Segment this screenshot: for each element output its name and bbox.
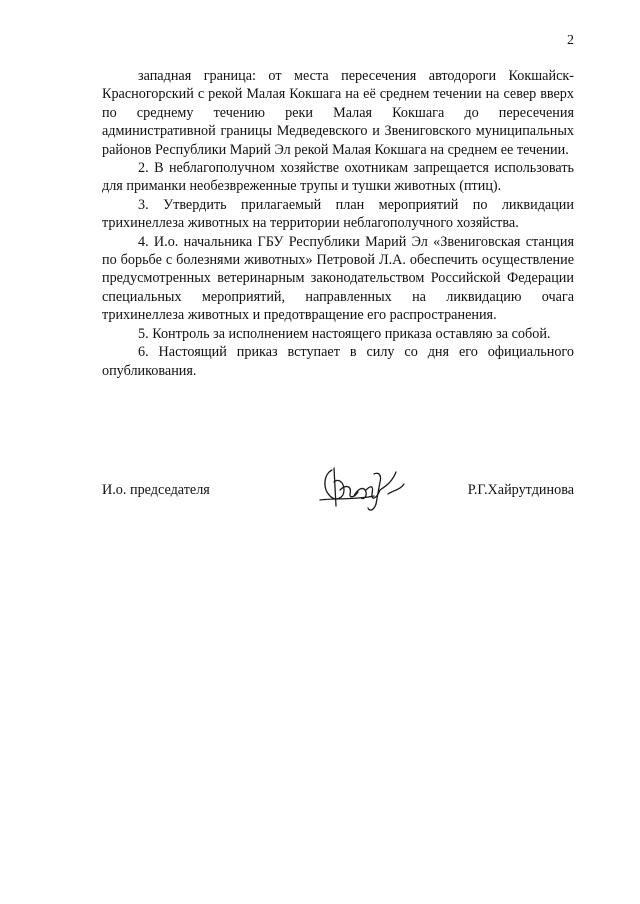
paragraph-item-6: 6. Настоящий приказ вступает в силу со дня его официального опубликования.: [102, 344, 574, 379]
paragraph-item-4: 4. И.о. начальника ГБУ Республики Марий Эл «Звениговская станция по борьбе с болезнями животных» Петровой Л.А. обеспечить осуществление предусмотренных ветеринарным законодательством Российской Федерации специальных мероприятий, направленных на ликвидацию очага трихинеллеза животных и предотвращение его распространения.: [102, 233, 574, 324]
paragraph-western-border: западная граница: от места пересечения автодороги Кокшайск-Красногорский с рекой Малая Кокшага на её среднем течении на север вверх по среднему течению реки Малая Кокшага до пересечения административной границы Медведевского и Звениговского муниципальных районов Республики Марий Эл рекой Малая Кокшага на среднем ее течении.: [102, 68, 574, 158]
document-body: [102, 67, 574, 380]
signatory-name: Р.Г.Хайрутдинова: [467, 482, 574, 498]
page-number: 2: [567, 33, 574, 48]
paragraph-item-5: 5. Контроль за исполнением настоящего приказа оставляю за собой.: [138, 325, 551, 342]
signature-block: [102, 460, 574, 520]
signatory-position: И.о. председателя: [102, 482, 210, 498]
paragraph-item-2: 2. В неблагополучном хозяйстве охотникам запрещается использовать для приманки необезвреженные трупы и тушки животных (птиц).: [102, 160, 574, 195]
paragraph-item-3: 3. Утвердить прилагаемый план мероприятий по ликвидации трихинеллеза животных на территории неблагополучного хозяйства.: [102, 196, 574, 232]
handwritten-signature: [314, 460, 414, 516]
